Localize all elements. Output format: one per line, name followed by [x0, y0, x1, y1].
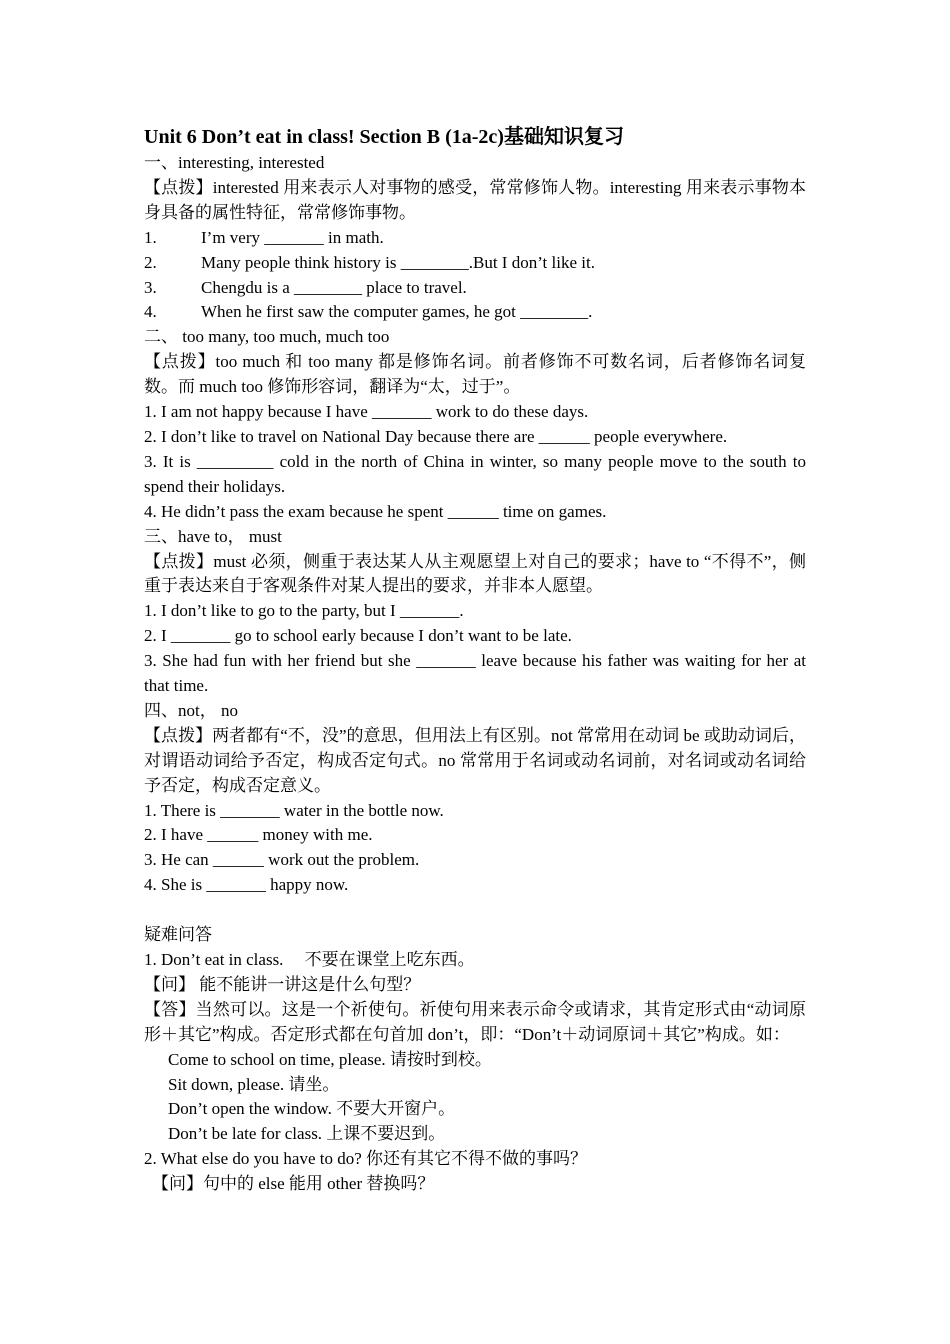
exercise-item: 3. She had fun with her friend but she _______ leave because his father was waiting for her at that time.	[144, 651, 806, 696]
exercise-item	[144, 251, 806, 276]
exercise-item: 1. There is _______ water in the bottle now.	[144, 800, 444, 820]
question-1-answer: 【答】当然可以。这是一个祈使句。祈使句用来表示命令或请求，其肯定形式由“动词原形＋其它”构成。否定形式都在句首加 don’t，即：“Don’t＋动词原词＋其它”构成。如：	[144, 999, 806, 1044]
section-4-heading: 四、not， no	[144, 700, 238, 720]
item-number: 3.	[144, 277, 157, 297]
exercise-item: 2. I don’t like to travel on National Day because there are ______ people everywhere.	[144, 426, 728, 446]
question-2-ask: 【问】句中的 else 能用 other 替换吗？	[152, 1174, 435, 1194]
qa-heading: 疑难问答	[144, 925, 212, 945]
section-4-tip: 【点拨】两者都有“不，没”的意思，但用法上有区别。not 常常用在动词 be 或助动词后，对谓语动词给予否定，构成否定句式。no 常常用于名词或动名词前，对名词或动名词给予否定，构成否定意义。	[144, 725, 806, 795]
exercise-item: 1. I am not happy because I have _______ work to do these days.	[144, 402, 589, 422]
exercise-item: 2. I have ______ money with me.	[144, 825, 373, 845]
exercise-item: 2. I _______ go to school early because I don’t want to be late.	[144, 626, 572, 646]
document-title: Unit 6 Don’t eat in class! Section B (1a-2c)基础知识复习	[144, 126, 624, 148]
example-sentence: Don’t be late for class. 上课不要迟到。	[168, 1124, 446, 1144]
question-1-ask: 【问】 能不能讲一讲这是什么句型？	[144, 974, 421, 994]
item-text: Chengdu is a ________ place to travel.	[201, 277, 467, 297]
section-3-heading: 三、have to， must	[144, 526, 282, 546]
example-sentence: Sit down, please. 请坐。	[168, 1074, 340, 1094]
item-number: 1.	[144, 227, 157, 247]
example-sentence: Come to school on time, please. 请按时到校。	[168, 1049, 492, 1069]
section-1-tip: 【点拨】interested 用来表示人对事物的感受，常常修饰人物。interesting 用来表示事物本身具备的属性特征，常常修饰事物。	[144, 177, 806, 222]
item-text: I’m very _______ in math.	[201, 227, 384, 247]
exercise-item	[144, 226, 806, 251]
exercise-item: 1. I don’t like to go to the party, but I _______.	[144, 601, 464, 621]
question-2: 2. What else do you have to do? 你还有其它不得不做的事吗？	[144, 1149, 588, 1169]
item-number: 2.	[144, 252, 157, 272]
exercise-item: 4. He didn’t pass the exam because he spent ______ time on games.	[144, 501, 607, 521]
item-number: 4.	[144, 302, 157, 322]
section-1-heading: 一、interesting, interested	[144, 153, 325, 172]
section-2-tip: 【点拨】too much 和 too many 都是修饰名词。前者修饰不可数名词，后者修饰名词复数。而 much too 修饰形容词，翻译为“太，过于”。	[144, 352, 806, 397]
item-text: When he first saw the computer games, he got ________.	[201, 302, 593, 322]
exercise-item: 4. She is _______ happy now.	[144, 875, 349, 895]
document-body	[144, 123, 806, 1197]
example-sentence: Don’t open the window. 不要大开窗户。	[168, 1099, 456, 1119]
spacer	[144, 898, 806, 923]
section-3-tip: 【点拨】must 必须，侧重于表达某人从主观愿望上对自己的要求；have to “不得不”，侧重于表达来自于客观条件对某人提出的要求，并非本人愿望。	[144, 551, 806, 596]
section-2-heading: 二、 too many, too much, much too	[144, 327, 390, 347]
exercise-item	[144, 300, 806, 325]
question-1: 1. Don’t eat in class. 不要在课堂上吃东西。	[144, 949, 475, 969]
item-text: Many people think history is ________.But I don’t like it.	[201, 252, 595, 272]
exercise-item: 3. He can ______ work out the problem.	[144, 850, 420, 870]
exercise-item: 3. It is _________ cold in the north of China in winter, so many people move to the south to spend their holidays.	[144, 451, 806, 496]
exercise-item	[144, 276, 806, 301]
